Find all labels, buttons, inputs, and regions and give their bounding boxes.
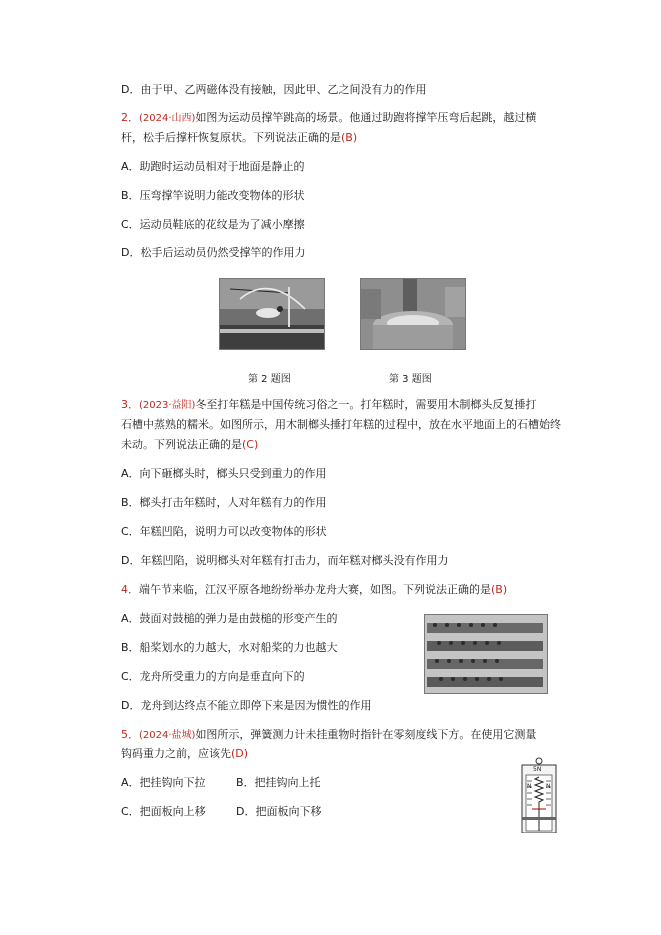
q2-stem-text2: 杆，松手后撑杆恢复原状。下列说法正确的是 [121, 131, 341, 144]
q3-stem-text3: 未动。下列说法正确的是 [121, 438, 242, 451]
q3-option-d: D．年糕凹陷，说明榔头对年糕有打击力，而年糕对榔头没有作用力 [121, 554, 449, 567]
q2-stem-text1: 如图为运动员撑竿跳高的场景。他通过助跑将撑竿压弯后起跳，越过横 [195, 111, 537, 124]
q3-source: (2023·益阳) [139, 400, 196, 411]
q4-answer: (B) [491, 583, 508, 596]
dragon-boat-photo [424, 614, 548, 694]
pole-vault-photo [219, 278, 325, 350]
q5-stem-text1: 如图所示，弹簧测力计未挂重物时指针在零刻度线下方。在使用它测量 [195, 728, 537, 741]
q2-answer: (B) [341, 131, 358, 144]
q2-source: (2024·山西) [139, 113, 196, 124]
q3-stem-line2: 石槽中蒸熟的糯米。如图所示，用木制榔头捶打年糕的过程中，放在水平地面上的石槽始终 [121, 418, 561, 431]
q3-option-b: B．榔头打击年糕时，人对年糕有力的作用 [121, 496, 327, 509]
q4-stem [121, 583, 507, 597]
q5-option-a: A．把挂钩向下拉 [121, 776, 206, 789]
q2-option-d: D．松手后运动员仍然受撑竿的作用力 [121, 246, 306, 259]
q5-stem-text2: 钩码重力之前，应该先 [121, 747, 231, 760]
q3-number: 3． [121, 398, 139, 411]
q5-option-d: D．把面板向下移 [236, 805, 322, 818]
scale-label: 5N [533, 766, 542, 773]
q3-figure-caption: 第 3 题图 [389, 374, 432, 385]
q2-figure-caption: 第 2 题图 [248, 374, 291, 385]
q5-stem-line1 [121, 728, 536, 743]
q4-number: 4． [121, 583, 139, 596]
q5-option-b: B．把挂钩向上托 [236, 776, 321, 789]
q3-stem-line3 [121, 438, 258, 452]
q4-option-a: A．鼓面对鼓槌的弹力是由鼓槌的形变产生的 [121, 612, 338, 625]
q4-option-d: D．龙舟到达终点不能立即停下来是因为惯性的作用 [121, 699, 372, 712]
q2-number: 2． [121, 111, 139, 124]
q2-option-c: C．运动员鞋底的花纹是为了减小摩擦 [121, 218, 305, 231]
q5-source: (2024·盐城) [139, 730, 196, 741]
rice-cake-pounding-photo [360, 278, 466, 350]
q5-stem-line2 [121, 747, 248, 761]
q3-stem-text1: 冬至打年糕是中国传统习俗之一。打年糕时，需要用木制榔头反复捶打 [195, 398, 537, 411]
q3-option-c: C．年糕凹陷，说明力可以改变物体的形状 [121, 525, 327, 538]
q4-option-c: C．龙舟所受重力的方向是垂直向下的 [121, 670, 305, 683]
q2-stem-line2 [121, 131, 357, 145]
q1-option-d: D．由于甲、乙两磁体没有接触，因此甲、乙之间没有力的作用 [121, 83, 427, 96]
q2-option-b: B．压弯撑竿说明力能改变物体的形状 [121, 189, 305, 202]
q4-option-b: B．船桨划水的力越大，水对船桨的力也越大 [121, 641, 338, 654]
scale-n-left: N [527, 783, 532, 790]
q3-answer: (C) [242, 438, 259, 451]
q3-stem-line1 [121, 398, 536, 413]
q2-stem-line1 [121, 111, 536, 126]
q5-answer: (D) [231, 747, 249, 760]
q3-option-a: A．向下砸榔头时，榔头只受到重力的作用 [121, 467, 327, 480]
spring-scale-figure [518, 757, 560, 833]
q5-number: 5． [121, 728, 139, 741]
q5-option-c: C．把面板向上移 [121, 805, 206, 818]
scale-n-right: N [546, 783, 551, 790]
q2-option-a: A．助跑时运动员相对于地面是静止的 [121, 160, 305, 173]
q4-stem-text: 端午节来临，江汉平原各地纷纷举办龙舟大赛，如图。下列说法正确的是 [139, 583, 491, 596]
